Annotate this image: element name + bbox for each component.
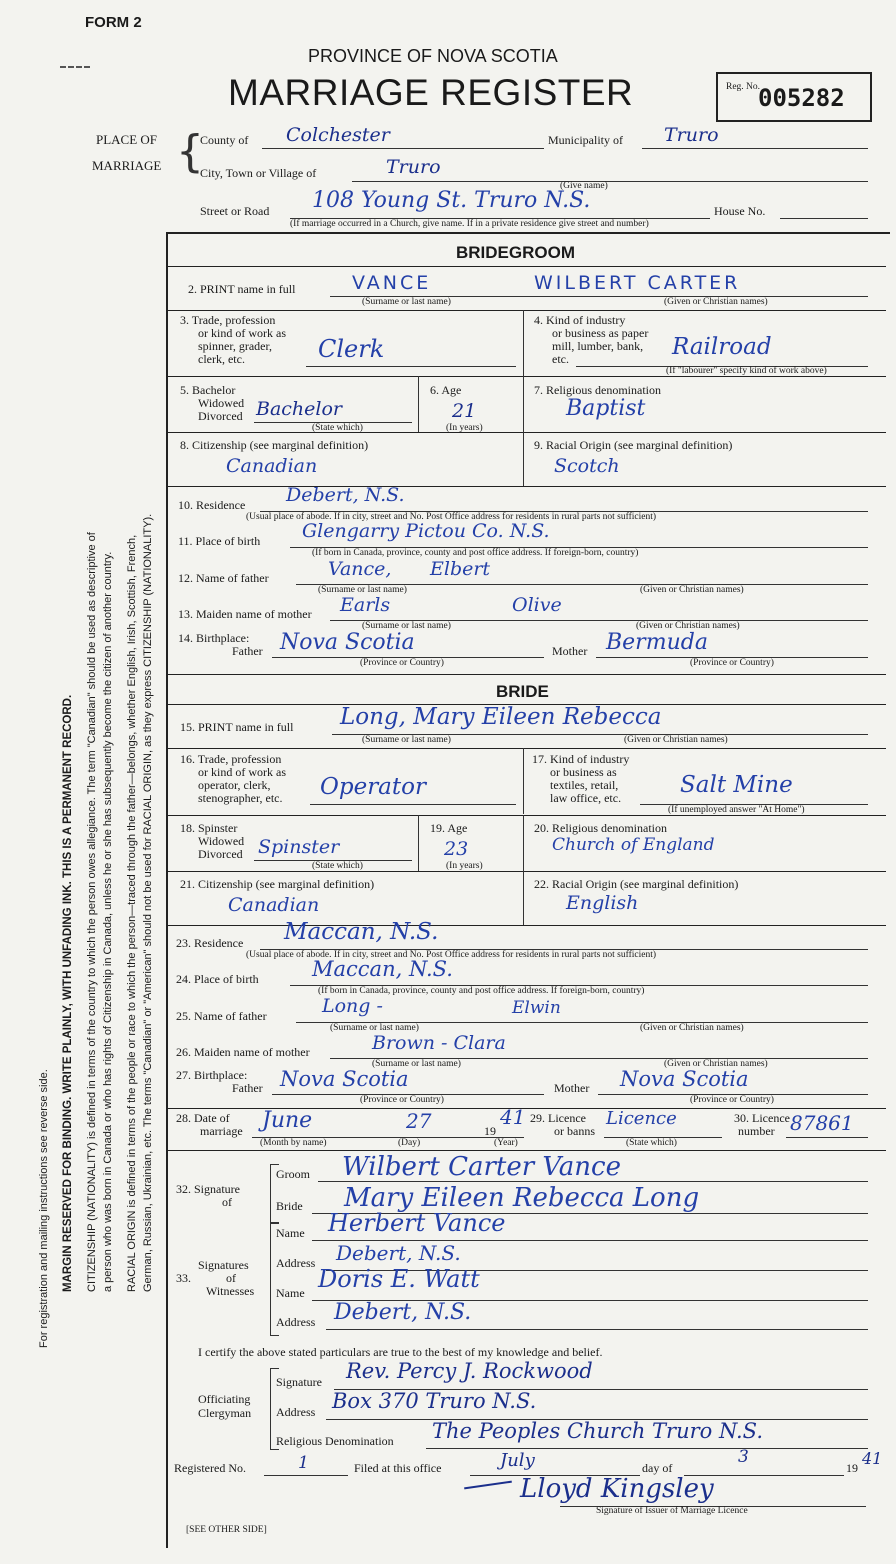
f3-line xyxy=(306,366,516,367)
f28-month: June xyxy=(262,1108,313,1133)
f13-given: Olive xyxy=(512,594,562,616)
bride-signature: Mary Eileen Rebecca Long xyxy=(344,1183,700,1213)
place-brace: { xyxy=(176,126,204,177)
f18-value: Spinster xyxy=(258,836,340,858)
f4-value: Railroad xyxy=(672,334,772,360)
f14-mother-label: Mother xyxy=(552,644,588,658)
f26-label: 26. Maiden name of mother xyxy=(176,1045,310,1059)
reg-no-label: Reg. No. xyxy=(726,82,761,92)
clergy-address: Box 370 Truro N.S. xyxy=(332,1389,537,1413)
house-line xyxy=(780,218,868,219)
w2-address: Debert, N.S. xyxy=(334,1300,472,1325)
w1-name-label: Name xyxy=(276,1226,305,1240)
f15-value: Long, Mary Eileen Rebecca xyxy=(340,704,662,730)
certify-statement: I certify the above stated particulars are true to the best of my knowledge and belief. xyxy=(198,1345,603,1359)
sidebar-line-5: RACIAL ORIGIN is defined in terms of the people or race to which the person—traced through the father—belongs, whether English, Irish, Scottish, French, xyxy=(126,534,138,1292)
f16-value: Operator xyxy=(320,774,426,800)
f4-label-2: or business as paper xyxy=(552,326,649,340)
divider xyxy=(168,310,886,311)
county-label: County of xyxy=(200,133,249,147)
bridegroom-heading: BRIDEGROOM xyxy=(456,243,575,262)
f5-label-3: Divorced xyxy=(198,409,243,423)
f30-value: 87861 xyxy=(790,1111,854,1135)
f14-label: 14. Birthplace: xyxy=(178,631,250,645)
f4-label-4: etc. xyxy=(552,352,569,366)
city-value: Truro xyxy=(386,156,441,178)
w2-name-label: Name xyxy=(276,1286,305,1300)
f33-num: 33. xyxy=(176,1271,191,1285)
f27-father-label: Father xyxy=(232,1081,263,1095)
reg-no-box xyxy=(716,72,872,122)
f28-year: 41 xyxy=(500,1105,526,1129)
f28-day: 27 xyxy=(406,1109,432,1133)
reg-no-value: 005282 xyxy=(758,84,845,112)
f12-label: 12. Name of father xyxy=(178,571,269,585)
registered-label: Registered No. xyxy=(174,1461,246,1475)
f13-surname: Earls xyxy=(340,594,391,616)
w1-address: Debert, N.S. xyxy=(336,1241,461,1265)
county-value: Colchester xyxy=(286,124,390,146)
f14-note-mother: (Province or Country) xyxy=(690,658,774,668)
f15-note-given: (Given or Christian names) xyxy=(624,735,728,745)
w2-address-line xyxy=(326,1329,868,1330)
divider xyxy=(168,1150,886,1151)
sidebar-line-1: For registration and mailing instructions see reverse side. xyxy=(38,1069,50,1348)
divider xyxy=(523,376,524,432)
f7-value: Baptist xyxy=(566,396,646,421)
f28-note-year: (Year) xyxy=(494,1138,518,1148)
f17-value: Salt Mine xyxy=(680,772,793,798)
divider xyxy=(168,266,886,267)
divider xyxy=(523,748,524,814)
f16-label-3: operator, clerk, xyxy=(198,778,271,792)
issuer-signature: Lloyd Kingsley xyxy=(520,1474,714,1504)
f11-note: (If born in Canada, province, county and post office address. If foreign-born, country) xyxy=(312,548,639,558)
officiating-label-1: Officiating xyxy=(198,1392,251,1406)
f2-note-given: (Given or Christian names) xyxy=(664,297,768,307)
f16-label-4: stenographer, etc. xyxy=(198,791,283,805)
f19-value: 23 xyxy=(444,838,469,860)
filed-month: July xyxy=(500,1450,535,1471)
f23-note: (Usual place of abode. If in city, street and No. Post Office address for residents in rural parts not sufficient) xyxy=(246,950,657,960)
f27-note-father: (Province or Country) xyxy=(360,1095,444,1105)
f14-father-value: Nova Scotia xyxy=(280,630,415,655)
f9-value: Scotch xyxy=(554,455,620,477)
w2-name: Doris E. Watt xyxy=(318,1265,480,1293)
place-label-1: PLACE OF xyxy=(96,132,158,147)
f33-label-2: of xyxy=(226,1271,236,1285)
f16-line xyxy=(310,804,516,805)
groom-label: Groom xyxy=(276,1167,310,1181)
f15-label: 15. PRINT name in full xyxy=(180,720,294,734)
f9-label: 9. Racial Origin (see marginal definition) xyxy=(534,438,733,452)
f25-note-surname: (Surname or last name) xyxy=(330,1023,419,1033)
sidebar-line-2: MARGIN RESERVED FOR BINDING. WRITE PLAINLY, WITH UNFADING INK. THIS IS A PERMANENT RECORD. xyxy=(62,694,74,1292)
f13-note-surname: (Surname or last name) xyxy=(362,621,451,631)
f10-value: Debert, N.S. xyxy=(286,484,405,506)
f33-label-1: Signatures xyxy=(198,1258,249,1272)
f18-label-1: 18. Spinster xyxy=(180,821,238,835)
f11-value: Glengarry Pictou Co. N.S. xyxy=(302,520,550,542)
municipality-label: Municipality of xyxy=(548,133,623,147)
f12-given: Elbert xyxy=(430,558,491,580)
divider xyxy=(168,376,886,377)
f27-mother-label: Mother xyxy=(554,1081,590,1095)
f20-label: 20. Religious denomination xyxy=(534,821,667,835)
f30-line xyxy=(786,1137,868,1138)
w1-name: Herbert Vance xyxy=(328,1209,506,1237)
f2-note-surname: (Surname or last name) xyxy=(362,297,451,307)
f2-label-text: 2. PRINT name in full xyxy=(188,282,296,296)
f8-value: Canadian xyxy=(226,455,318,477)
f13-note-given: (Given or Christian names) xyxy=(636,621,740,631)
f18-note: (State which) xyxy=(312,861,363,871)
municipality-line xyxy=(642,148,868,149)
filed-label: Filed at this office xyxy=(354,1461,442,1475)
divider xyxy=(418,815,419,871)
see-other-side: [SEE OTHER SIDE] xyxy=(186,1525,267,1535)
f2-label xyxy=(188,283,295,296)
place-label-2: MARRIAGE xyxy=(92,158,162,173)
f26-note-given: (Given or Christian names) xyxy=(664,1059,768,1069)
divider xyxy=(168,815,886,816)
sidebar-line-6: German, Russian, Ukrainian, etc. The terms "Canadian" or "American" should not be used for RACIAL ORIGIN, as they express CITIZENSHIP (NATIONALITY). xyxy=(142,513,154,1292)
year-value: 41 xyxy=(862,1449,883,1468)
f5-note: (State which) xyxy=(312,423,363,433)
f10-label: 10. Residence xyxy=(178,498,246,512)
f22-label: 22. Racial Origin (see marginal definition) xyxy=(534,877,739,891)
house-label: House No. xyxy=(714,204,766,218)
f27-note-mother: (Province or Country) xyxy=(690,1095,774,1105)
province-title: PROVINCE OF NOVA SCOTIA xyxy=(308,46,558,66)
f28-note-month: (Month by name) xyxy=(260,1138,327,1148)
divider xyxy=(168,486,886,487)
f4-note: (If "labourer" specify kind of work above) xyxy=(666,366,827,376)
f24-value: Maccan, N.S. xyxy=(312,957,453,981)
give-name-note: (Give name) xyxy=(560,181,608,191)
clergy-signature-label: Signature xyxy=(276,1375,322,1389)
page-title: MARRIAGE REGISTER xyxy=(228,72,634,113)
registered-line xyxy=(264,1475,348,1476)
f12-surname: Vance, xyxy=(328,558,392,580)
f26-note-surname: (Surname or last name) xyxy=(372,1059,461,1069)
f32-label-2: of xyxy=(222,1195,232,1209)
f4-label-3: mill, lumber, bank, xyxy=(552,339,644,353)
divider xyxy=(523,432,524,486)
divider xyxy=(168,748,886,749)
f25-note-given: (Given or Christian names) xyxy=(640,1023,744,1033)
f13-label: 13. Maiden name of mother xyxy=(178,607,312,621)
street-label: Street or Road xyxy=(200,204,270,218)
f24-note: (If born in Canada, province, county and post office address. If foreign-born, country) xyxy=(318,986,645,996)
f17-label-1: 17. Kind of industry xyxy=(532,752,630,766)
f19-label: 19. Age xyxy=(430,821,468,835)
city-line xyxy=(352,181,868,182)
filed-day: 3 xyxy=(738,1447,749,1467)
f3-label-4: clerk, etc. xyxy=(198,352,245,366)
f30-label-1: 30. Licence xyxy=(734,1111,790,1125)
officiating-label-2: Clergyman xyxy=(198,1406,252,1420)
f5-label-2: Widowed xyxy=(198,396,245,410)
f16-label-2: or kind of work as xyxy=(198,765,286,779)
f24-label: 24. Place of birth xyxy=(176,972,259,986)
divider xyxy=(418,376,419,432)
f17-label-2: or business as xyxy=(550,765,617,779)
f12-note-surname: (Surname or last name) xyxy=(318,585,407,595)
f22-value: English xyxy=(566,892,639,914)
f28-label-1: 28. Date of xyxy=(176,1111,230,1125)
f29-label-1: 29. Licence xyxy=(530,1111,586,1125)
f7-label: 7. Religious denomination xyxy=(534,383,661,397)
f25-given: Elwin xyxy=(512,998,561,1018)
f28-note-day: (Day) xyxy=(398,1138,421,1148)
f17-label-4: law office, etc. xyxy=(550,791,622,805)
denomination-label: Religious Denomination xyxy=(276,1434,394,1448)
w1-address-label: Address xyxy=(276,1256,316,1270)
street-value: 108 Young St. Truro N.S. xyxy=(312,188,591,213)
f6-label: 6. Age xyxy=(430,383,462,397)
f4-label-1: 4. Kind of industry xyxy=(534,313,626,327)
f33-label-3: Witnesses xyxy=(206,1284,255,1298)
f27-father-value: Nova Scotia xyxy=(280,1067,409,1091)
f6-value: 21 xyxy=(452,400,477,422)
f11-label: 11. Place of birth xyxy=(178,534,261,548)
year-prefix: 19 xyxy=(846,1461,858,1475)
denomination-line xyxy=(426,1448,868,1449)
groom-signature: Wilbert Carter Vance xyxy=(342,1152,622,1182)
sidebar-line-4: a person who was born in Canada or who has rights of Citizenship in Canada, unless he or she has subsequently become the citizen of another country. xyxy=(102,551,114,1292)
bride-heading: BRIDE xyxy=(496,682,549,701)
county-line xyxy=(262,148,544,149)
divider xyxy=(168,674,886,675)
divider xyxy=(523,815,524,871)
city-label: City, Town or Village of xyxy=(200,166,317,180)
f21-value: Canadian xyxy=(228,894,320,916)
street-note: (If marriage occurred in a Church, give name. If in a private residence give street and number) xyxy=(290,219,649,229)
f20-value: Church of England xyxy=(552,835,715,855)
f17-note: (If unemployed answer "At Home") xyxy=(668,805,805,815)
f18-label-3: Divorced xyxy=(198,847,243,861)
f3-label-2: or kind of work as xyxy=(198,326,286,340)
f26-value: Brown - Clara xyxy=(372,1032,506,1054)
registered-value: 1 xyxy=(298,1453,309,1473)
form-number: FORM 2 xyxy=(85,14,142,31)
f16-label-1: 16. Trade, profession xyxy=(180,752,282,766)
f30-label-2: number xyxy=(738,1124,775,1138)
stray-mark xyxy=(60,66,90,68)
f3-label-1: 3. Trade, profession xyxy=(180,313,276,327)
f21-label: 21. Citizenship (see marginal definition) xyxy=(180,877,375,891)
f3-value: Clerk xyxy=(318,335,385,363)
issuer-label: Signature of Issuer of Marriage Licence xyxy=(596,1506,748,1516)
f28-year-prefix: 19 xyxy=(484,1124,496,1138)
day-of-label: day of xyxy=(642,1461,673,1475)
f8-label: 8. Citizenship (see marginal definition) xyxy=(180,438,369,452)
divider xyxy=(168,871,886,872)
f2-surname: VANCE xyxy=(352,272,432,294)
f32-label-1: 32. Signature xyxy=(176,1182,240,1196)
w2-address-label: Address xyxy=(276,1315,316,1329)
divider xyxy=(523,310,524,376)
clergy-signature: Rev. Percy J. Rockwood xyxy=(346,1359,593,1383)
f27-label: 27. Birthplace: xyxy=(176,1068,248,1082)
f5-label-1: 5. Bachelor xyxy=(180,383,236,397)
f23-value: Maccan, N.S. xyxy=(284,919,439,945)
f29-value: Licence xyxy=(606,1108,677,1129)
divider xyxy=(168,925,886,926)
f14-mother-value: Bermuda xyxy=(606,630,708,655)
f28-label-2: marriage xyxy=(200,1124,243,1138)
f27-mother-value: Nova Scotia xyxy=(620,1067,749,1091)
divider xyxy=(523,871,524,925)
f2-given: WILBERT CARTER xyxy=(534,272,741,294)
f12-note-given: (Given or Christian names) xyxy=(640,585,744,595)
f6-note: (In years) xyxy=(446,423,483,433)
f25-surname: Long - xyxy=(322,995,383,1017)
divider xyxy=(168,432,886,433)
f23-label: 23. Residence xyxy=(176,936,244,950)
f5-value: Bachelor xyxy=(256,398,343,420)
f19-note: (In years) xyxy=(446,861,483,871)
clergy-address-label: Address xyxy=(276,1405,316,1419)
f18-label-2: Widowed xyxy=(198,834,245,848)
f14-father-label: Father xyxy=(232,644,263,658)
bride-label: Bride xyxy=(276,1199,303,1213)
f3-label-3: spinner, grader, xyxy=(198,339,273,353)
f17-label-3: textiles, retail, xyxy=(550,778,619,792)
f29-note: (State which) xyxy=(626,1138,677,1148)
f15-note-surname: (Surname or last name) xyxy=(362,735,451,745)
clergy-denomination: The Peoples Church Truro N.S. xyxy=(432,1419,763,1443)
sidebar-line-3: CITIZENSHIP (NATIONALITY) is defined in terms of the country to which the person owes allegiance. The term "Canadian" should be used as descriptive of xyxy=(86,532,98,1292)
f10-note: (Usual place of abode. If in city, street and No. Post Office address for residents in rural parts not sufficient) xyxy=(246,512,657,522)
municipality-value: Truro xyxy=(664,124,719,146)
f29-label-2: or banns xyxy=(554,1124,595,1138)
f14-note-father: (Province or Country) xyxy=(360,658,444,668)
f25-label: 25. Name of father xyxy=(176,1009,267,1023)
